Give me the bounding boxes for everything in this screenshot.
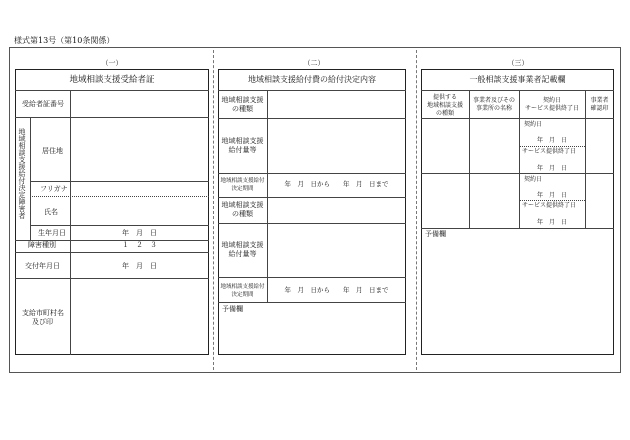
end-date-label-1: サービス提供終了日	[522, 148, 577, 155]
panel-1-marker: （一）	[101, 59, 123, 67]
contract-date-label-1: 契約日	[524, 121, 543, 128]
municipality-label-line2: 及び印	[32, 318, 53, 326]
panel-1-title: 地域相談支援受給者証	[69, 75, 155, 85]
decision-period-value-b: 年 月 日から 年 月 日まで	[284, 286, 389, 294]
furigana-label: フリガナ	[40, 185, 68, 193]
service-type-label-1: 地域相談支援	[221, 96, 264, 104]
fold-line-1	[213, 50, 214, 370]
fold-line-2	[416, 50, 417, 370]
service-type-label-2: の種類	[232, 105, 253, 113]
col-service-type-1: 提供する	[432, 94, 457, 101]
contract-date-value-2: 年 月 日	[536, 192, 567, 199]
panel-3-marker: （三）	[507, 59, 529, 67]
disability-type-label: 障害種別	[28, 241, 56, 249]
birthdate-value: 年 月 日	[122, 229, 157, 237]
service-type-label-1b: 地域相談支援	[221, 201, 264, 209]
decision-period-label-1b: 地域相談支援給付	[220, 284, 265, 290]
col-provider-1: 事業者及びその	[472, 97, 515, 104]
col-confirm-1: 事業者	[590, 97, 609, 104]
benefit-amount-label-1: 地域相談支援	[221, 137, 264, 145]
disability-type-value: １ ２ ３	[122, 241, 157, 249]
name-label: 氏名	[44, 208, 58, 216]
decision-period-label-2b: 決定期間	[231, 292, 254, 298]
panel-2-marker: （二）	[303, 59, 325, 67]
col-dates-2: サービス提供終了日	[524, 105, 579, 112]
panel-2-title: 地域相談支援給付費の給付決定内容	[248, 75, 376, 84]
contract-date-value-1: 年 月 日	[536, 137, 567, 144]
municipality-label-line1: 支給市町村名	[22, 309, 64, 317]
decision-period-value: 年 月 日から 年 月 日まで	[284, 180, 389, 188]
col-dates-1: 契約日	[542, 97, 561, 104]
benefit-amount-label-1b: 地域相談支援	[221, 241, 264, 249]
end-date-value-2: 年 月 日	[536, 219, 567, 226]
decision-period-label-1: 地域相談支援給付	[220, 178, 265, 184]
address-label: 居住地	[42, 147, 63, 155]
issue-date-label: 交付年月日	[25, 262, 60, 270]
end-date-label-2: サービス提供終了日	[522, 202, 577, 209]
decision-period-label-2: 決定期間	[231, 186, 254, 192]
service-type-label-2b: の種類	[232, 210, 253, 218]
benefit-amount-label-2: 給付量等	[228, 146, 257, 154]
col-confirm-2: 確認印	[590, 105, 609, 112]
contract-date-label-2: 契約日	[524, 176, 543, 183]
recipient-number-label: 受給者証番号	[22, 100, 64, 108]
panel-3-remarks-label: 予備欄	[425, 230, 446, 238]
col-provider-2: 事業所の名称	[475, 105, 512, 112]
panel-2-remarks-label: 予備欄	[222, 305, 243, 313]
issue-date-value: 年 月 日	[122, 262, 157, 270]
end-date-value-1: 年 月 日	[536, 165, 567, 172]
col-service-type-2: 地域相談支援	[426, 102, 463, 109]
benefit-amount-label-2b: 給付量等	[228, 250, 257, 258]
panel-3-title: 一般相談支援事業者記載欄	[469, 75, 566, 84]
certified-person-vertical-label: 地域相談支援給付決定障害者	[18, 128, 26, 219]
col-service-type-3: の種類	[435, 110, 454, 117]
form-number-label: 様式第13号（第10条関係）	[14, 36, 115, 45]
birthdate-label: 生年月日	[38, 229, 66, 237]
